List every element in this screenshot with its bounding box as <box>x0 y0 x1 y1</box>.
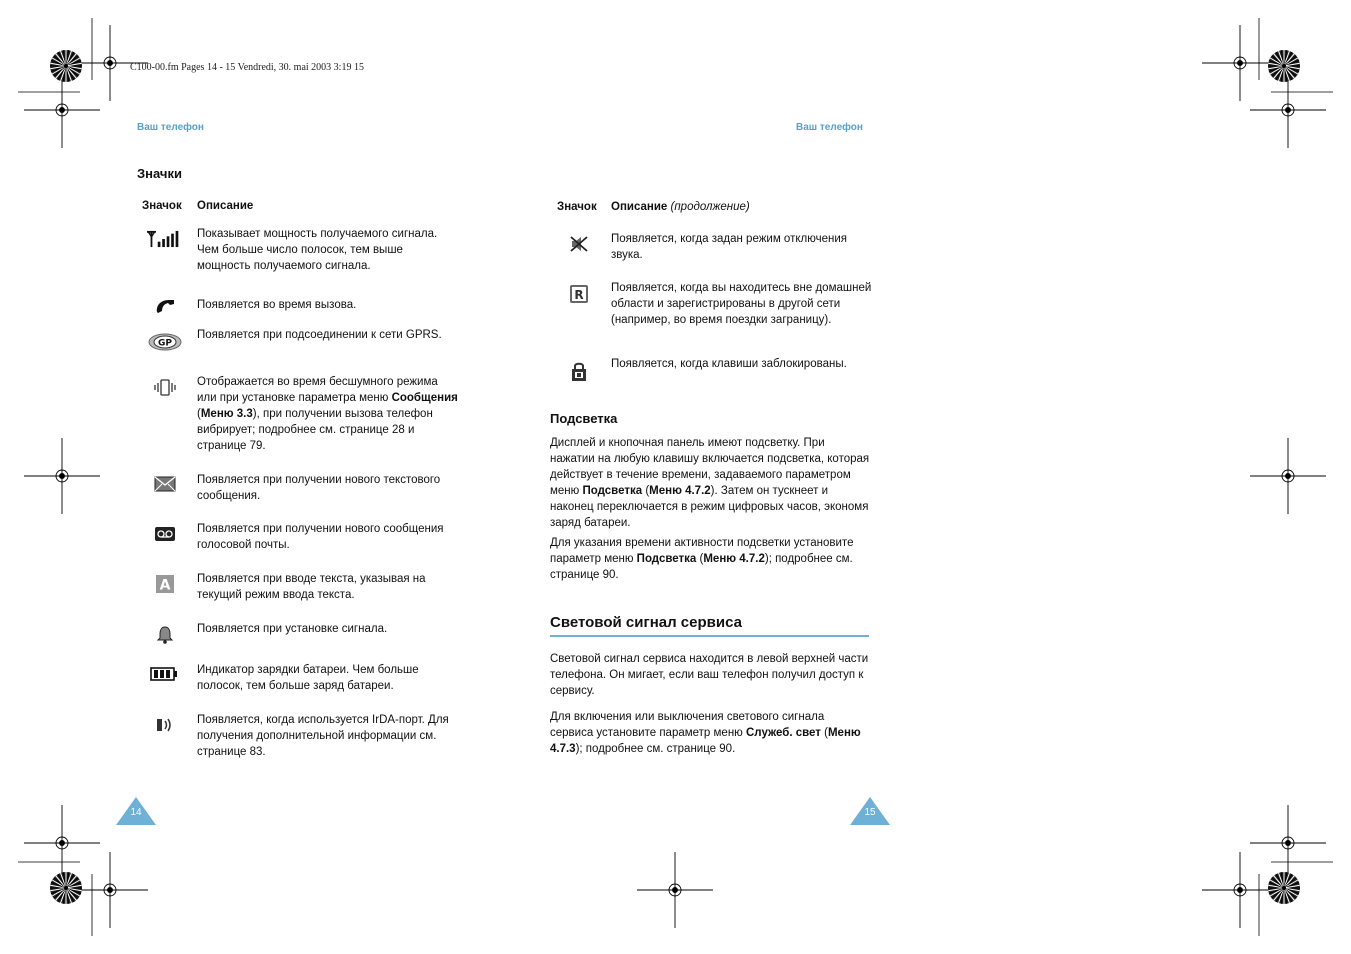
irda-icon <box>148 714 182 736</box>
row-keylock-desc: Появляется, когда клавиши заблокированы. <box>611 358 847 370</box>
registration-mark <box>1250 805 1326 881</box>
gprs-icon <box>148 331 182 353</box>
row-mute-desc: Появляется, когда задан режим отключения звука. <box>611 233 847 261</box>
row-voicemail-desc: Появляется при получении нового сообщения голосовой почты. <box>197 523 444 551</box>
menu-3-3-label: Меню 3.3 <box>200 408 253 420</box>
starburst-target <box>50 872 82 904</box>
row-call-desc: Появляется во время вызова. <box>197 299 357 311</box>
registration-mark <box>637 852 713 928</box>
call-handset-icon <box>149 295 183 317</box>
col-header-desc: Описание <box>197 200 254 212</box>
row-alarm-desc: Появляется при установке сигнала. <box>197 623 388 635</box>
section-title-icons: Значки <box>137 166 182 181</box>
row-signal-desc: Показывает мощность получаемого сигнала. Чем больше число полосок, тем выше мощность получаемого сигнала. <box>197 228 438 272</box>
registration-mark <box>1250 72 1326 148</box>
registration-mark <box>24 805 100 881</box>
service-paragraph-2: Для включения или выключения светового сигнала сервиса установите параметр меню Служеб. свет (Меню 4.7.3); подробнее см. странице 90. <box>550 711 861 755</box>
menu-service-light-label: Служеб. свет <box>746 727 821 739</box>
row-gprs-desc: Появляется при подсоединении к сети GPRS. <box>197 329 442 341</box>
registration-mark <box>1250 438 1326 514</box>
mute-icon <box>562 233 596 255</box>
service-paragraph-1: Световой сигнал сервиса находится в левой верхней части телефона. Он мигает, если ваш телефон получил доступ к сервису. <box>550 653 869 697</box>
roaming-icon <box>562 283 596 305</box>
starburst-target <box>1268 872 1300 904</box>
starburst-target <box>1268 50 1300 82</box>
running-head-left: Ваш телефон <box>137 122 204 133</box>
col-header-icon-right: Значок <box>557 201 597 213</box>
starburst-target <box>50 50 82 82</box>
backlight-title: Подсветка <box>550 411 618 426</box>
service-light-title: Световой сигнал сервиса <box>550 614 742 631</box>
menu-backlight-label-2: Подсветка <box>636 553 697 565</box>
menu-messages-label: Сообщения <box>391 392 458 404</box>
row-text-mode-desc: Появляется при вводе текста, указывая на текущий режим ввода текста. <box>197 573 426 601</box>
row-roaming-desc: Появляется, когда вы находитесь вне домашней области и зарегистрированы в другой сети (например, во время поездки заграницу). <box>611 282 872 326</box>
registration-mark <box>72 852 148 928</box>
vibrate-icon <box>148 377 182 399</box>
page-number-left: 14 <box>130 807 142 818</box>
service-title-rule <box>550 635 869 637</box>
page-number-right: 15 <box>864 807 876 818</box>
row-irda-desc: Появляется, когда используется IrDA-порт. Для получения дополнительной информации см. странице 83. <box>197 714 449 758</box>
row-battery-desc: Индикатор зарядки батареи. Чем больше полосок, тем больше заряд батареи. <box>197 664 419 692</box>
row-vibrate-desc: Отображается во время бесшумного режима или при установке параметра меню Сообщения (Меню 3.3), при получении вызова телефон вибрирует; подробнее см. странице 28 и странице 79. <box>197 376 458 452</box>
registration-mark <box>24 438 100 514</box>
registration-mark <box>1202 852 1278 928</box>
menu-backlight-label: Подсветка <box>582 485 643 497</box>
svg-text:GP: GP <box>158 338 172 349</box>
voicemail-icon <box>148 523 182 545</box>
col-header-icon: Значок <box>142 200 182 212</box>
print-header: C100-00.fm Pages 14 - 15 Vendredi, 30. mai 2003 3:19 15 <box>130 62 364 73</box>
col-header-desc-right: Описание (продолжение) <box>611 201 750 213</box>
keylock-icon <box>562 360 596 382</box>
registration-mark <box>24 72 100 148</box>
backlight-paragraph-1: Дисплей и кнопочная панель имеют подсветку. При нажатии на любую клавишу включается подсветка, которая действует в течение времени, задаваемого параметром меню Подсветка (Меню 4.7.2). Затем он тускнеет и наконец переключается в режим цифровых часов, экономя заряд батареи. <box>550 437 870 529</box>
menu-4-7-2-label-2: Меню 4.7.2 <box>703 553 765 565</box>
svg-text:R: R <box>574 288 584 302</box>
registration-mark <box>1202 25 1278 101</box>
svg-text:A: A <box>159 577 171 594</box>
battery-icon <box>147 663 181 685</box>
menu-4-7-3-label: Меню 4.7.3 <box>550 727 861 755</box>
row-text-message-desc: Появляется при получении нового текстового сообщения. <box>197 474 441 502</box>
envelope-icon <box>148 473 182 495</box>
backlight-paragraph-2: Для указания времени активности подсветки установите параметр меню Подсветка (Меню 4.7.2); подробнее см. странице 90. <box>550 537 854 581</box>
alarm-bell-icon <box>148 624 182 646</box>
signal-strength-icon <box>147 228 181 250</box>
running-head-right: Ваш телефон <box>796 122 863 133</box>
menu-4-7-2-label: Меню 4.7.2 <box>649 485 711 497</box>
continued-label: (продолжение) <box>670 201 750 213</box>
text-mode-icon <box>148 573 182 595</box>
